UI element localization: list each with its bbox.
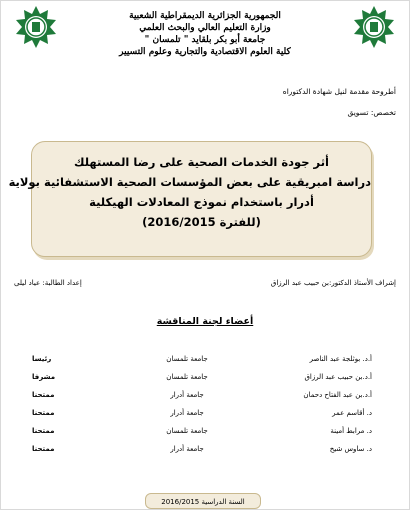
member-name: د. أقاسم عمر bbox=[332, 409, 372, 417]
member-name: أ.د. بوثلجة عبد الناصر bbox=[309, 355, 372, 363]
title-line-3: أدرار باستخدام نموذج المعادلات الهيكلية bbox=[89, 195, 314, 209]
university-logo-left bbox=[14, 5, 58, 49]
member-row bbox=[32, 404, 372, 422]
header-line-university: جامعة أبو بكر بلقايد " تلمسان " bbox=[144, 35, 266, 45]
member-role: ممتحنا bbox=[32, 445, 55, 453]
member-role: ممتحنا bbox=[32, 427, 55, 435]
header-line-ministry: وزارة التعليم العالي والبحث العلمي bbox=[139, 23, 271, 33]
member-university: جامعة أدرار bbox=[170, 391, 204, 399]
specialty: تخصص: تسويق bbox=[347, 108, 396, 117]
member-row bbox=[32, 386, 372, 404]
academic-year-box: السنة الدراسية 2016/2015 bbox=[145, 493, 261, 509]
member-row bbox=[32, 422, 372, 440]
member-university: جامعة أدرار bbox=[170, 409, 204, 417]
student-label: إعداد الطالبة: عياد ليلى bbox=[14, 279, 82, 287]
title-line-1: أثر جودة الخدمات الصحية على رضا المستهلك bbox=[74, 155, 329, 169]
member-name: د. ساوس شيخ bbox=[329, 445, 372, 453]
member-row bbox=[32, 368, 372, 386]
institution-header bbox=[60, 10, 350, 58]
header-line-faculty: كلية العلوم الاقتصادية والتجارية وعلوم التسيير bbox=[119, 47, 291, 57]
university-logo-right bbox=[352, 5, 396, 49]
member-university: جامعة تلمسان bbox=[166, 427, 208, 435]
member-role: رئيسا bbox=[32, 355, 52, 363]
member-university: جامعة تلمسان bbox=[166, 373, 208, 381]
member-name: أ.د.بن حبيب عبد الرزاق bbox=[304, 373, 372, 381]
member-role: مشرفا bbox=[32, 373, 56, 381]
member-name: د. مرابط أمينة bbox=[330, 427, 372, 435]
thesis-subtitle: أطروحة مقدمة لنيل شهادة الدكتوراه bbox=[282, 87, 396, 96]
title-line-4: (للفترة 2016/2015) bbox=[142, 215, 261, 229]
member-row bbox=[32, 350, 372, 368]
title-line-2: دراسة امبريقية على بعض المؤسسات الصحية الاستشفائية بولاية bbox=[8, 175, 371, 189]
member-university: جامعة تلمسان bbox=[166, 355, 208, 363]
supervisor-label: إشراف الأستاذ الدكتور:بن حبيب عبد الرزاق bbox=[270, 279, 396, 287]
committee-members-list bbox=[32, 350, 372, 458]
member-row bbox=[32, 440, 372, 458]
member-university: جامعة أدرار bbox=[170, 445, 204, 453]
header-line-republic: الجمهورية الجزائرية الديمقراطية الشعبية bbox=[129, 11, 281, 21]
member-role: ممتحنا bbox=[32, 409, 55, 417]
thesis-title-box bbox=[8, 141, 372, 257]
member-role: ممتحنا bbox=[32, 391, 55, 399]
committee-title: أعضاء لجنة المناقشة bbox=[156, 316, 254, 327]
member-name: أ.د.بن عبد الفتاح دحمان bbox=[303, 391, 372, 399]
